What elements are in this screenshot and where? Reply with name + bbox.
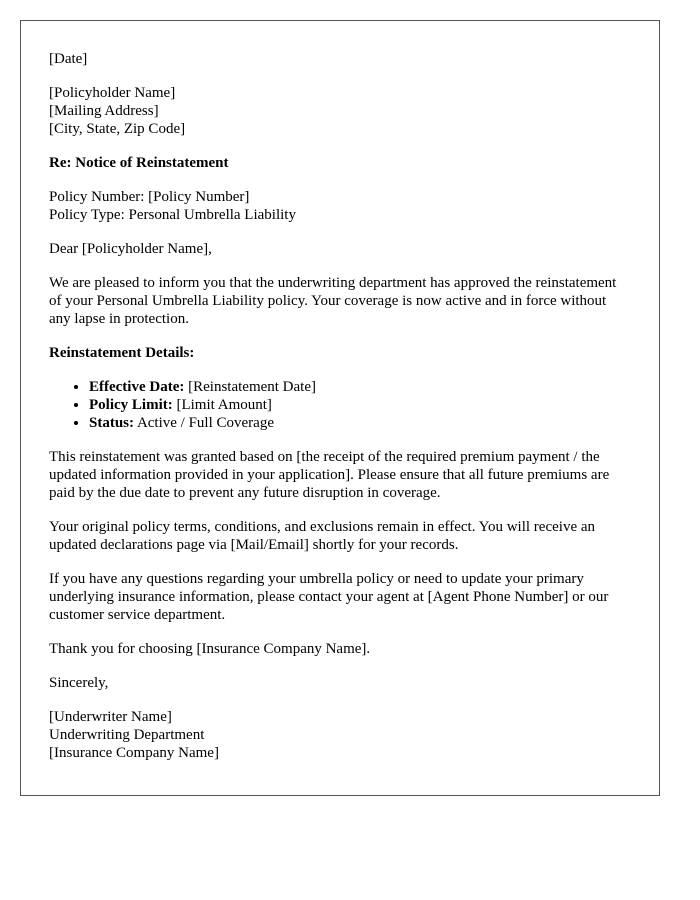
recipient-name: [Policyholder Name] xyxy=(49,85,176,101)
detail-value: Active / Full Coverage xyxy=(134,415,274,431)
thanks-paragraph: Thank you for choosing [Insurance Company Name]. xyxy=(49,641,371,657)
closing: Sincerely, xyxy=(49,675,109,691)
intro-paragraph: We are pleased to inform you that the underwriting department has approved the reinstatement of your Personal Umbrella Liability policy. Your coverage is now active and in force without any lapse in protection. xyxy=(49,275,617,327)
date-text: [Date] xyxy=(49,51,88,67)
details-heading: Reinstatement Details: xyxy=(49,345,195,361)
list-item xyxy=(89,378,631,396)
salutation: Dear [Policyholder Name], xyxy=(49,241,212,257)
signer-company: [Insurance Company Name] xyxy=(49,745,219,761)
detail-value: [Limit Amount] xyxy=(172,397,272,413)
list-item xyxy=(89,414,631,432)
detail-value: [Reinstatement Date] xyxy=(184,379,316,395)
subject-line: Re: Notice of Reinstatement xyxy=(49,155,229,171)
recipient-address-block xyxy=(49,84,631,138)
reinstatement-details-list xyxy=(49,378,631,432)
terms-paragraph: Your original policy terms, conditions, and exclusions remain in effect. You will receive an updated declarations page via [Mail/Email] shortly for your records. xyxy=(49,519,596,553)
questions-paragraph: If you have any questions regarding your umbrella policy or need to update your primary underlying insurance information, please contact your agent at [Agent Phone Number] or our customer service department. xyxy=(49,571,609,623)
letter-page xyxy=(20,20,660,796)
signer-name: [Underwriter Name] xyxy=(49,709,172,725)
policy-number: Policy Number: [Policy Number] xyxy=(49,189,250,205)
detail-label: Status: xyxy=(89,415,135,431)
policy-info-block xyxy=(49,188,631,224)
signature-block xyxy=(49,708,631,762)
recipient-address: [Mailing Address] xyxy=(49,103,159,119)
basis-paragraph: This reinstatement was granted based on [the receipt of the required premium payment / the updated information provided in your application]. Please ensure that all future premiums are paid by the due date to prevent any future disruption in coverage. xyxy=(49,449,610,501)
list-item xyxy=(89,396,631,414)
detail-label: Policy Limit: xyxy=(89,397,173,413)
policy-type: Policy Type: Personal Umbrella Liability xyxy=(49,207,296,223)
detail-label: Effective Date: xyxy=(89,379,185,395)
signer-department: Underwriting Department xyxy=(49,727,205,743)
recipient-city-state-zip: [City, State, Zip Code] xyxy=(49,121,186,137)
letter-date xyxy=(49,50,631,68)
